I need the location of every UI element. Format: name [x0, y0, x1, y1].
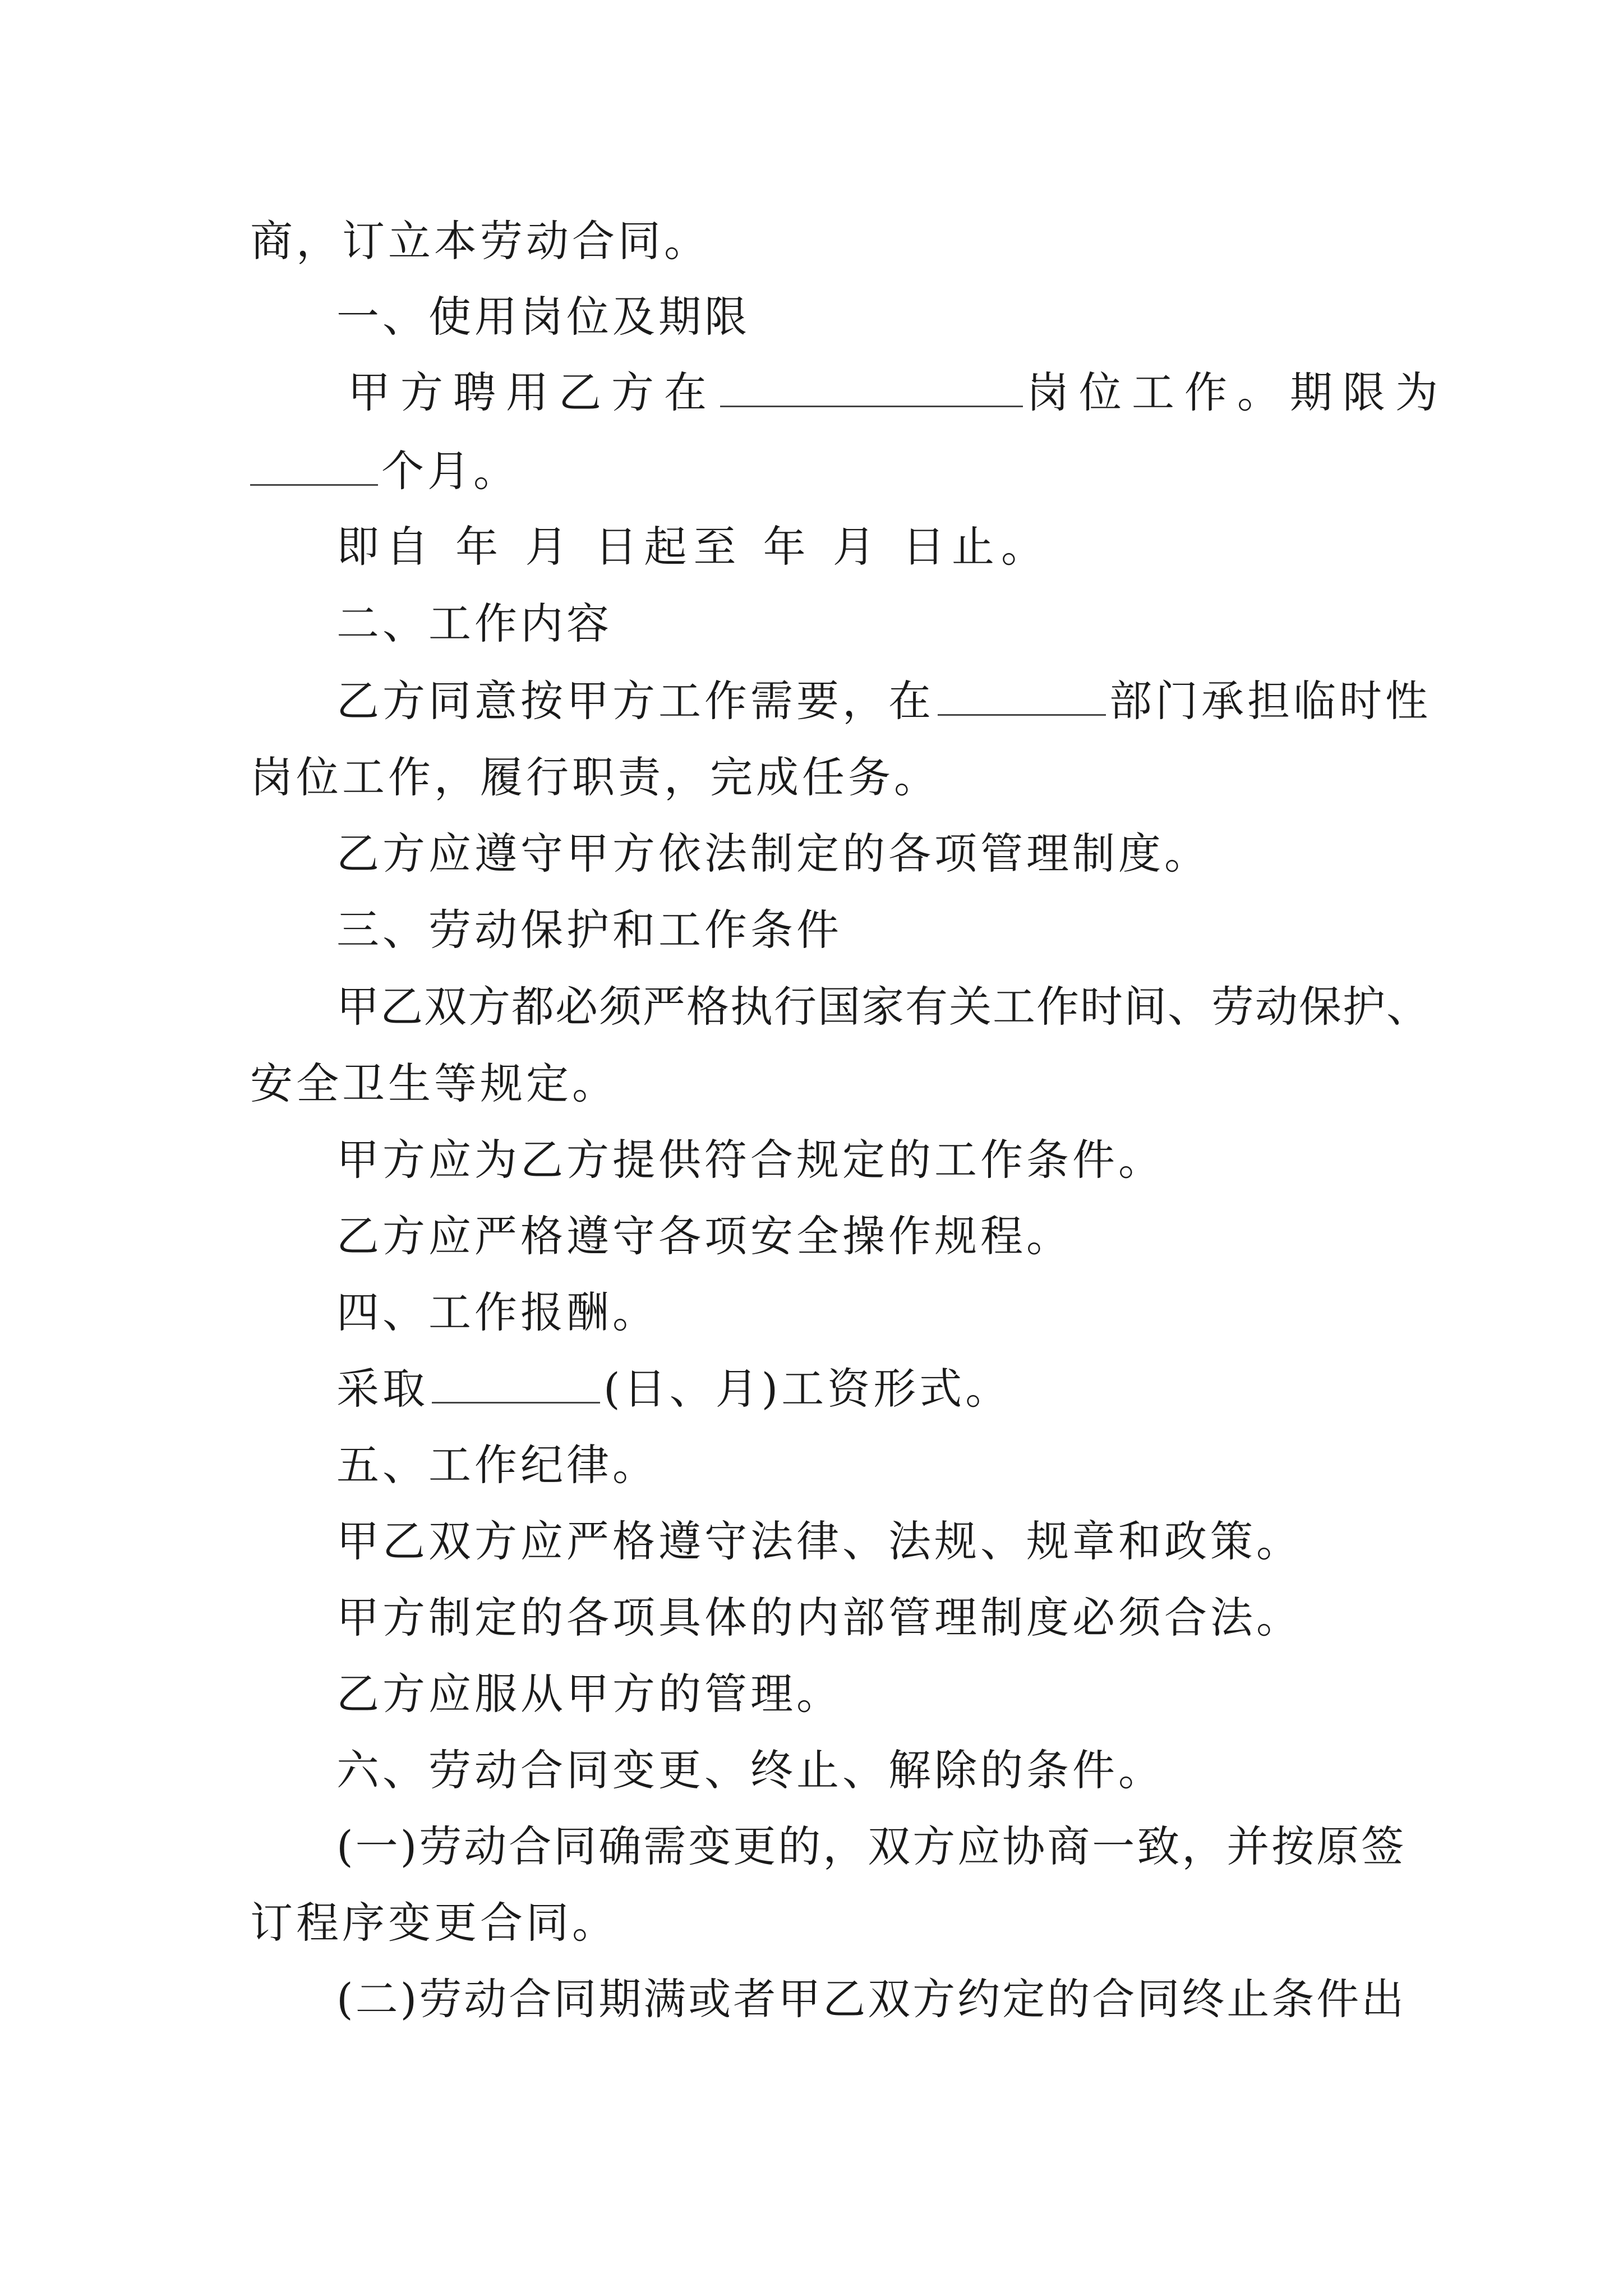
text-span: 甲方聘用乙方在 — [348, 367, 717, 417]
text-span: (日、月)工资形式。 — [603, 1364, 1012, 1414]
section-heading: 三、劳动保护和工作条件 — [336, 905, 842, 955]
paragraph-line — [348, 365, 1475, 421]
section-heading: 六、劳动合同变更、终止、解除的条件。 — [336, 1745, 1164, 1795]
fill-in-blank[interactable] — [250, 447, 378, 486]
paragraph-line: 即自 年 月 日起至 年 月 日止。 — [336, 522, 1050, 572]
paragraph-line — [250, 443, 1377, 499]
paragraph-line: 商，订立本劳动合同。 — [250, 216, 710, 266]
fill-in-blank[interactable] — [938, 677, 1106, 716]
text-span: 个月。 — [381, 446, 519, 496]
fill-in-blank[interactable] — [720, 369, 1023, 407]
paragraph-line: 乙方应遵守甲方依法制定的各项管理制度。 — [336, 829, 1210, 878]
paragraph-line: 甲方应为乙方提供符合规定的工作条件。 — [336, 1135, 1164, 1185]
section-heading: 五、工作纪律。 — [336, 1440, 658, 1490]
section-heading: 二、工作内容 — [336, 599, 612, 648]
text-span: 部门承担临时性 — [1109, 676, 1431, 726]
paragraph-line: 甲乙双方都必须严格执行国家有关工作时间、劳动保护、 — [336, 982, 1430, 1032]
paragraph-line: 安全卫生等规定。 — [250, 1059, 618, 1108]
section-heading: 四、工作报酬。 — [336, 1287, 658, 1337]
paragraph-line: (二)劳动合同期满或者甲乙双方约定的合同终止条件出 — [336, 1974, 1407, 2024]
paragraph-line: 甲方制定的各项具体的内部管理制度必须合法。 — [336, 1593, 1302, 1642]
text-span: 岗位工作。期限为 — [1026, 367, 1448, 417]
paragraph-line: 乙方应严格遵守各项安全操作规程。 — [336, 1211, 1072, 1261]
paragraph-line — [336, 673, 1431, 729]
fill-in-blank[interactable] — [432, 1365, 600, 1404]
paragraph-line: (一)劳动合同确需变更的，双方应协商一致，并按原签 — [336, 1821, 1407, 1871]
paragraph-line: 乙方应服从甲方的管理。 — [336, 1669, 842, 1719]
section-heading: 一、使用岗位及期限 — [336, 292, 750, 342]
text-span: 采取 — [336, 1364, 428, 1414]
paragraph-line — [336, 1361, 1377, 1417]
paragraph-line: 甲乙双方应严格遵守法律、法规、规章和政策。 — [336, 1516, 1302, 1566]
paragraph-line: 订程序变更合同。 — [250, 1898, 618, 1948]
text-span: 乙方同意按甲方工作需要，在 — [336, 676, 934, 726]
paragraph-line: 岗位工作，履行职责，完成任务。 — [250, 752, 940, 802]
